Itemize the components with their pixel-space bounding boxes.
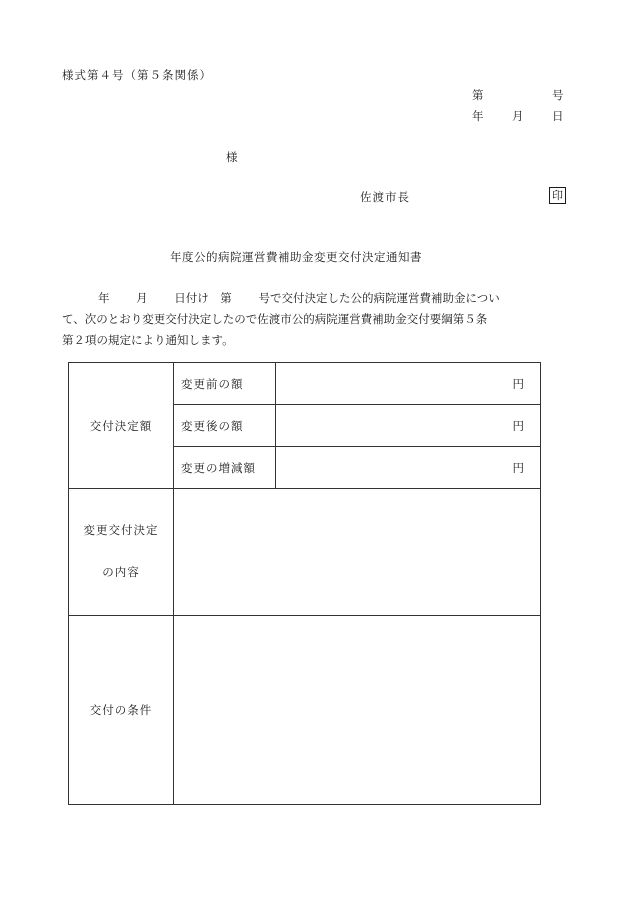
- issuer-name: 佐渡市長: [360, 190, 410, 204]
- notice-body: [62, 290, 582, 353]
- body-line: 年 月 日付け 第 号で交付決定した公的病院運営費補助金につい: [98, 291, 500, 305]
- decision-table: [68, 362, 541, 805]
- change-amount-field[interactable]: 円: [276, 447, 541, 489]
- content-header-cell: [69, 489, 174, 616]
- date-month-label: 月: [512, 109, 524, 123]
- document-title: 年度公的病院運営費補助金変更交付決定通知書: [170, 250, 422, 264]
- change-amount-label: 変更の増減額: [174, 447, 276, 489]
- conditions-header-cell: 交付の条件: [69, 616, 174, 805]
- table-row: [69, 489, 541, 616]
- addressee-honorific: 様: [226, 150, 238, 164]
- table-row: [69, 616, 541, 805]
- body-line: て、次のとおり変更交付決定したので佐渡市公的病院運営費補助金交付要綱第５条: [62, 312, 488, 326]
- date-year-label: 年: [472, 109, 484, 123]
- after-amount-field[interactable]: 円: [276, 405, 541, 447]
- before-amount-field[interactable]: 円: [276, 363, 541, 405]
- after-amount-label: 変更後の額: [174, 405, 276, 447]
- content-field[interactable]: [174, 489, 541, 616]
- reference-number-suffix: 号: [552, 88, 564, 102]
- before-amount-label: 変更前の額: [174, 363, 276, 405]
- table-row: [69, 363, 541, 405]
- seal-stamp-box: 印: [549, 187, 566, 204]
- content-header-line2: の内容: [102, 565, 140, 579]
- body-line: 第２項の規定により通知します。: [62, 333, 234, 347]
- conditions-field[interactable]: [174, 616, 541, 805]
- content-header-line1: 変更交付決定: [83, 523, 159, 537]
- amount-header-cell: 交付決定額: [69, 363, 174, 489]
- form-number-label: 様式第４号（第５条関係）: [62, 68, 212, 82]
- reference-number-prefix: 第: [472, 88, 484, 102]
- date-day-label: 日: [552, 109, 564, 123]
